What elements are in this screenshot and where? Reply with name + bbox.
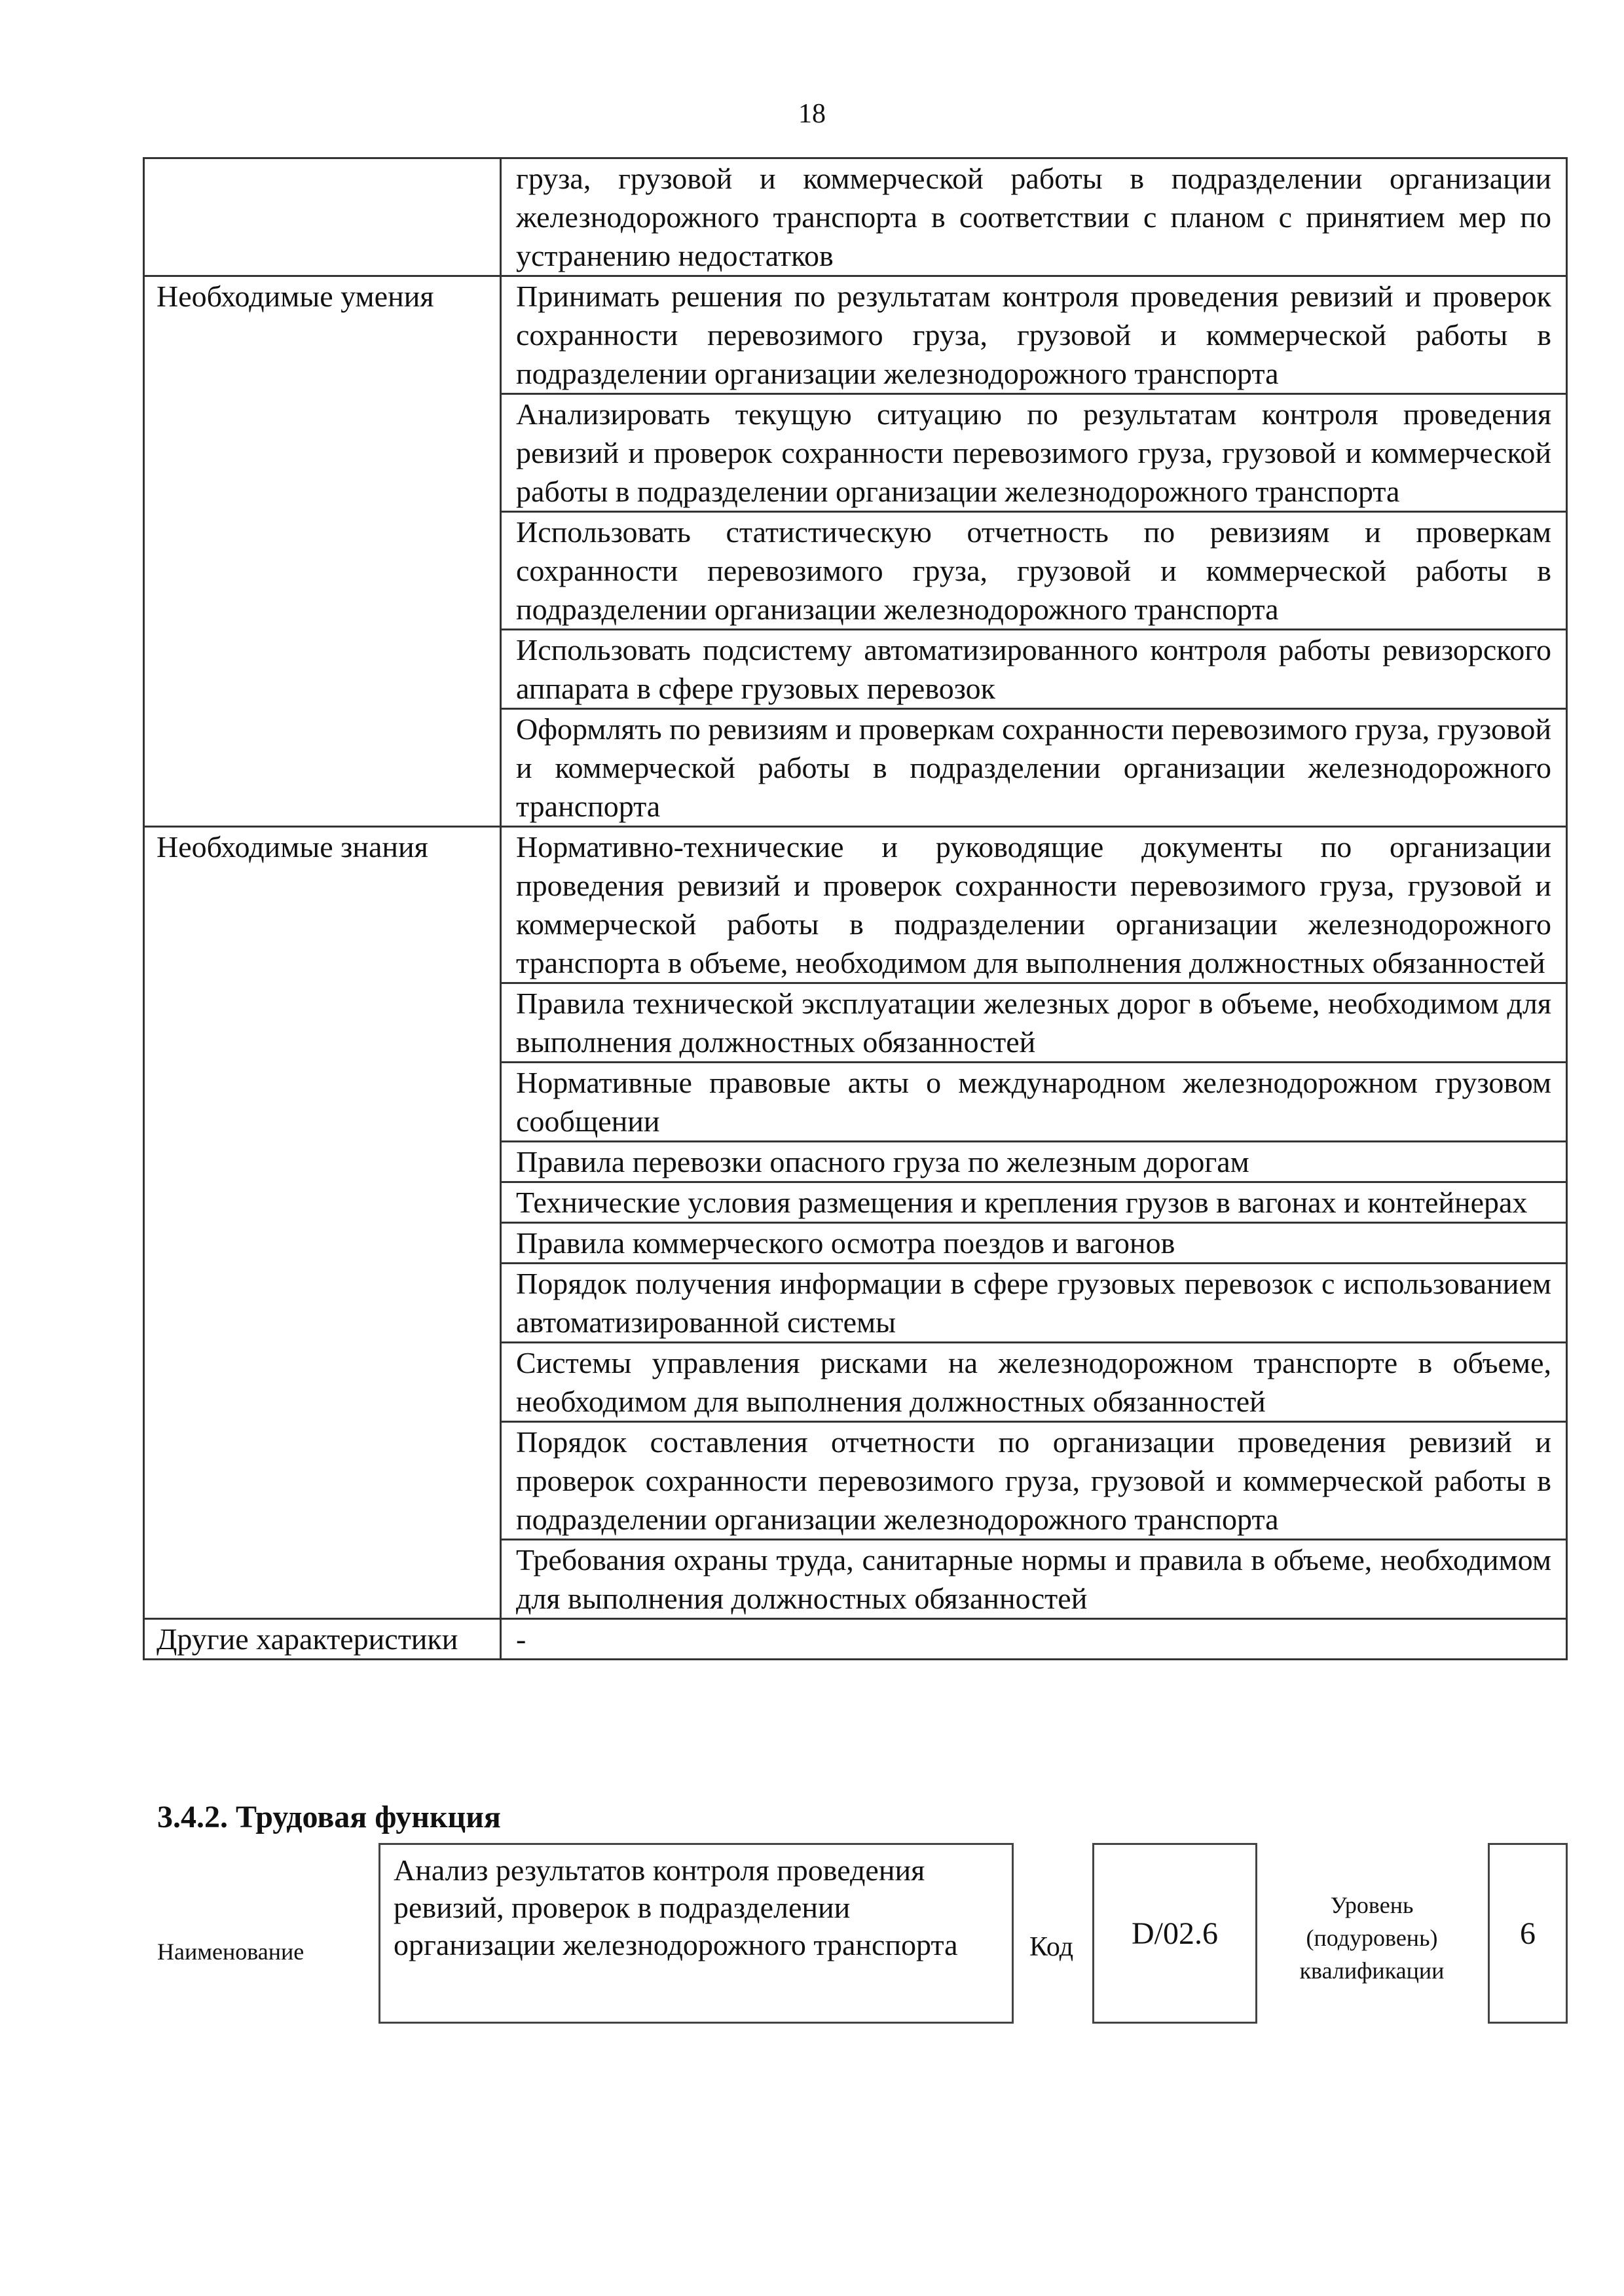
level-box	[1488, 1843, 1568, 2024]
skill-item: Принимать решения по результатам контроля проведения ревизий и проверок сохранности перевозимого груза, грузовой и коммерческой работы в подразделении организации железнодорожного транспорта	[501, 276, 1567, 394]
section-heading: 3.4.2. Трудовая функция	[157, 1800, 501, 1834]
page-number: 18	[798, 99, 826, 129]
knowledge-label: Необходимые знания	[144, 827, 501, 1619]
level-value: 6	[1520, 1916, 1536, 1951]
continuation-cell: груза, грузовой и коммерческой работы в подразделении организации железнодорожного транспорта в соответствии с планом с принятием мер по устранению недостатков	[501, 158, 1567, 276]
skill-item: Оформлять по ревизиям и проверкам сохранности перевозимого груза, грузовой и коммерческой работы в подразделении организации железнодорожного транспорта	[501, 709, 1567, 827]
skill-item: Использовать подсистему автоматизированного контроля работы ревизорского аппарата в сфере грузовых перевозок	[501, 630, 1567, 709]
level-label-line: квалификации	[1299, 1958, 1445, 1984]
knowledge-item: Порядок получения информации в сфере грузовых перевозок с использованием автоматизированной системы	[501, 1264, 1567, 1343]
code-box	[1092, 1843, 1257, 2024]
skill-item: Анализировать текущую ситуацию по результатам контроля проведения ревизий и проверок сохранности перевозимого груза, грузовой и коммерческой работы в подразделении организации железнодорожного транспорта	[501, 394, 1567, 512]
level-label	[1261, 1886, 1483, 1990]
knowledge-item: Нормативные правовые акты о международном железнодорожном грузовом сообщении	[501, 1063, 1567, 1142]
knowledge-item: Порядок составления отчетности по организации проведения ревизий и проверок сохранности перевозимого груза, грузовой и коммерческой работы в подразделении организации железнодорожного транспорта	[501, 1422, 1567, 1540]
knowledge-item: Технические условия размещения и крепления грузов в вагонах и контейнерах	[501, 1182, 1567, 1223]
requirements-table	[143, 157, 1568, 1660]
table-row	[144, 827, 1567, 983]
other-label: Другие характеристики	[144, 1619, 501, 1660]
other-value: -	[501, 1619, 1567, 1660]
knowledge-item: Правила перевозки опасного груза по железным дорогам	[501, 1142, 1567, 1182]
knowledge-item: Системы управления рисками на железнодорожном транспорте в объеме, необходимом для выполнения должностных обязанностей	[501, 1343, 1567, 1422]
knowledge-item: Требования охраны труда, санитарные нормы и правила в объеме, необходимом для выполнения должностных обязанностей	[501, 1540, 1567, 1619]
table-row	[144, 158, 1567, 276]
knowledge-item: Нормативно-технические и руководящие документы по организации проведения ревизий и проверок сохранности перевозимого груза, грузовой и коммерческой работы в подразделении организации железнодорожного транспорта в объеме, необходимом для выполнения должностных обязанностей	[501, 827, 1567, 983]
knowledge-item: Правила технической эксплуатации железных дорог в объеме, необходимом для выполнения должностных обязанностей	[501, 983, 1567, 1063]
skill-item: Использовать статистическую отчетность по ревизиям и проверкам сохранности перевозимого груза, грузовой и коммерческой работы в подразделении организации железнодорожного транспорта	[501, 512, 1567, 630]
code-value: D/02.6	[1132, 1916, 1218, 1951]
level-label-line: (подуровень)	[1306, 1925, 1438, 1951]
skills-label: Необходимые умения	[144, 276, 501, 827]
name-label: Наименование	[157, 1939, 304, 1965]
code-label: Код	[1029, 1932, 1074, 1962]
table-row	[144, 1619, 1567, 1660]
knowledge-item: Правила коммерческого осмотра поездов и вагонов	[501, 1223, 1567, 1264]
table-row	[144, 276, 1567, 394]
empty-label-cell	[144, 158, 501, 276]
function-name-text: Анализ результатов контроля проведения ревизий, проверок в подразделении организации железнодорожного транспорта	[394, 1853, 958, 1961]
function-name-box	[378, 1843, 1014, 2024]
level-label-line: Уровень	[1330, 1892, 1414, 1918]
